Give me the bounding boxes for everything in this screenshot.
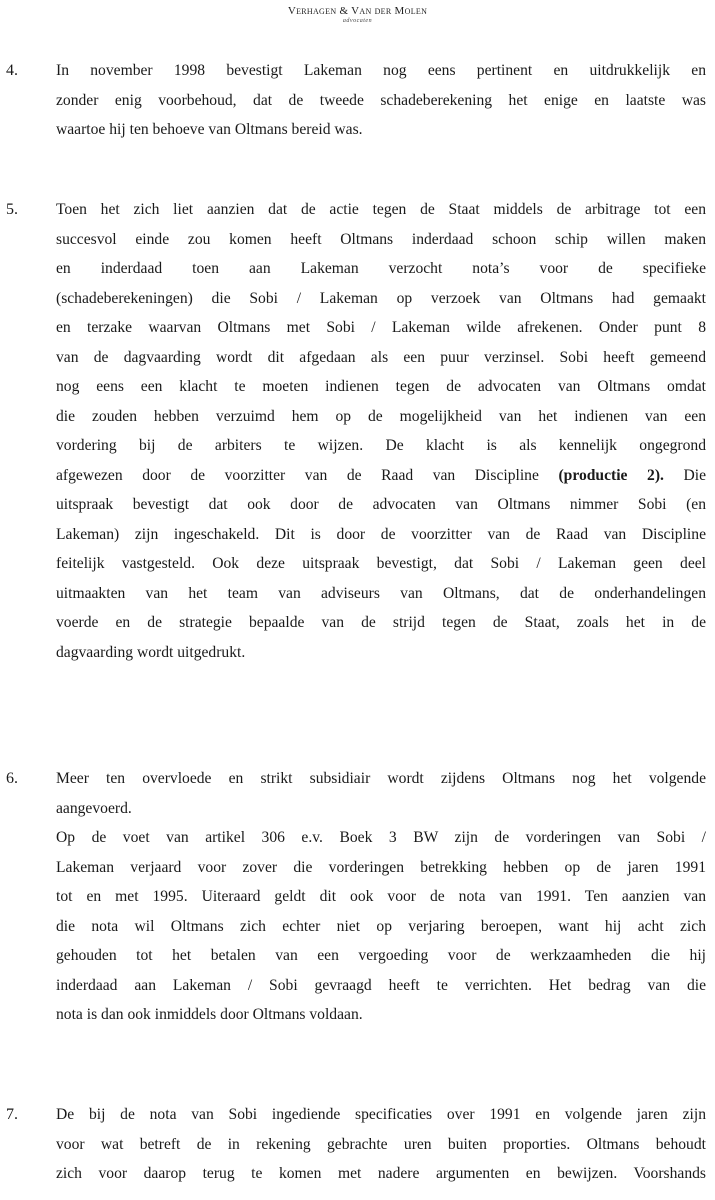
text-line: en terzake waarvan Oltmans met Sobi / Lakeman wilde afrekenen. Onder punt 8: [56, 319, 706, 336]
paragraph-text: [56, 195, 706, 667]
text-line: uitspraak bevestigt dat ook door de advocaten van Oltmans nimmer Sobi (en: [56, 496, 706, 513]
letterhead: [0, 6, 715, 24]
text-line: die zouden hebben verzuimd hem op de mogelijkheid van het indienen van een: [56, 407, 706, 425]
text-line: De bij de nota van Sobi ingediende specificaties over 1991 en volgende jaren zijn: [56, 1106, 706, 1123]
exhibit-reference: (productie 2).: [558, 466, 664, 484]
text-line: Lakeman verjaard voor zover die vorderingen betrekking hebben op de jaren 1991: [56, 858, 706, 876]
paragraph-number: 4.: [6, 62, 18, 79]
paragraph-text: [56, 56, 706, 145]
text-line: van de dagvaarding wordt dit afgedaan als een puur verzinsel. Sobi heeft gemeend: [56, 348, 706, 366]
text-line: (schadeberekeningen) die Sobi / Lakeman op verzoek van Oltmans had gemaakt: [56, 289, 706, 307]
text-line: zonder enig voorbehoud, dat de tweede schadeberekening het enige en laatste was: [56, 91, 706, 109]
text-line: nota is dan ook inmiddels door Oltmans voldaan.: [56, 1006, 363, 1023]
text-line: gehouden tot het betalen van een vergoeding voor de werkzaamheden die hij: [56, 947, 706, 964]
text-line: succesvol einde zou komen heeft Oltmans inderdaad schoon schip willen maken: [56, 230, 706, 248]
firm-name: Verhagen & Van der Molen: [287, 5, 428, 17]
paragraph-text: [56, 764, 706, 1030]
text-line: In november 1998 bevestigt Lakeman nog eens pertinent en uitdrukkelijk en: [56, 62, 706, 79]
firm-tagline: advocaten: [342, 18, 373, 24]
text-line: tot en met 1995. Uiteraard geldt dit ook voor de nota van 1991. Ten aanzien van: [56, 888, 706, 905]
text-line: feitelijk vastgesteld. Ook deze uitspraak bevestigt, dat Sobi / Lakeman geen deel: [56, 555, 706, 572]
text-line: zich voor daarop terug te komen met nadere argumenten en bewijzen. Voorshands: [56, 1165, 706, 1182]
text-line: Toen het zich liet aanzien dat de actie tegen de Staat middels de arbitrage tot een: [56, 201, 706, 218]
text-line: uitmaakten van het team van adviseurs van Oltmans, dat de onderhandelingen: [56, 584, 706, 602]
paragraph-number: 6.: [6, 770, 18, 787]
text-line-tail: Die: [663, 466, 706, 484]
text-line: aangevoerd.: [56, 799, 132, 817]
text-line: die nota wil Oltmans zich echter niet op verjaring beroepen, want hij acht zich: [56, 917, 706, 935]
text-line: en inderdaad toen aan Lakeman verzocht nota’s voor de specifieke: [56, 260, 706, 277]
paragraph-number: 5.: [6, 201, 18, 218]
text-line: vordering bij de arbiters te wijzen. De klacht is als kennelijk ongegrond: [56, 437, 706, 454]
text-line: waartoe hij ten behoeve van Oltmans bereid was.: [56, 121, 363, 138]
text-line: dagvaarding wordt uitgedrukt.: [56, 643, 246, 661]
text-line: voerde en de strategie bepaalde van de strijd tegen de Staat, zoals het in de: [56, 614, 706, 631]
text-line: inderdaad aan Lakeman / Sobi gevraagd heeft te verrichten. Het bedrag van die: [56, 976, 706, 994]
text-line: Lakeman) zijn ingeschakeld. Dit is door de voorzitter van de Raad van Discipline: [56, 525, 706, 543]
text-line: Meer ten overvloede en strikt subsidiair wordt zijdens Oltmans nog het volgende: [56, 770, 706, 787]
text-line: Op de voet van artikel 306 e.v. Boek 3 BW zijn de vorderingen van Sobi /: [56, 829, 706, 846]
text-line: nog eens een klacht te moeten indienen tegen de advocaten van Oltmans omdat: [56, 378, 706, 395]
paragraph-number: 7.: [6, 1106, 18, 1123]
text-line: voor wat betreft de in rekening gebrachte uren buiten proporties. Oltmans behoudt: [56, 1135, 706, 1153]
text-line-lead: afgewezen door de voorzitter van de Raad van Discipline: [56, 466, 539, 484]
text-line-with-exhibit: [56, 461, 706, 491]
paragraph-text: [56, 1100, 706, 1189]
